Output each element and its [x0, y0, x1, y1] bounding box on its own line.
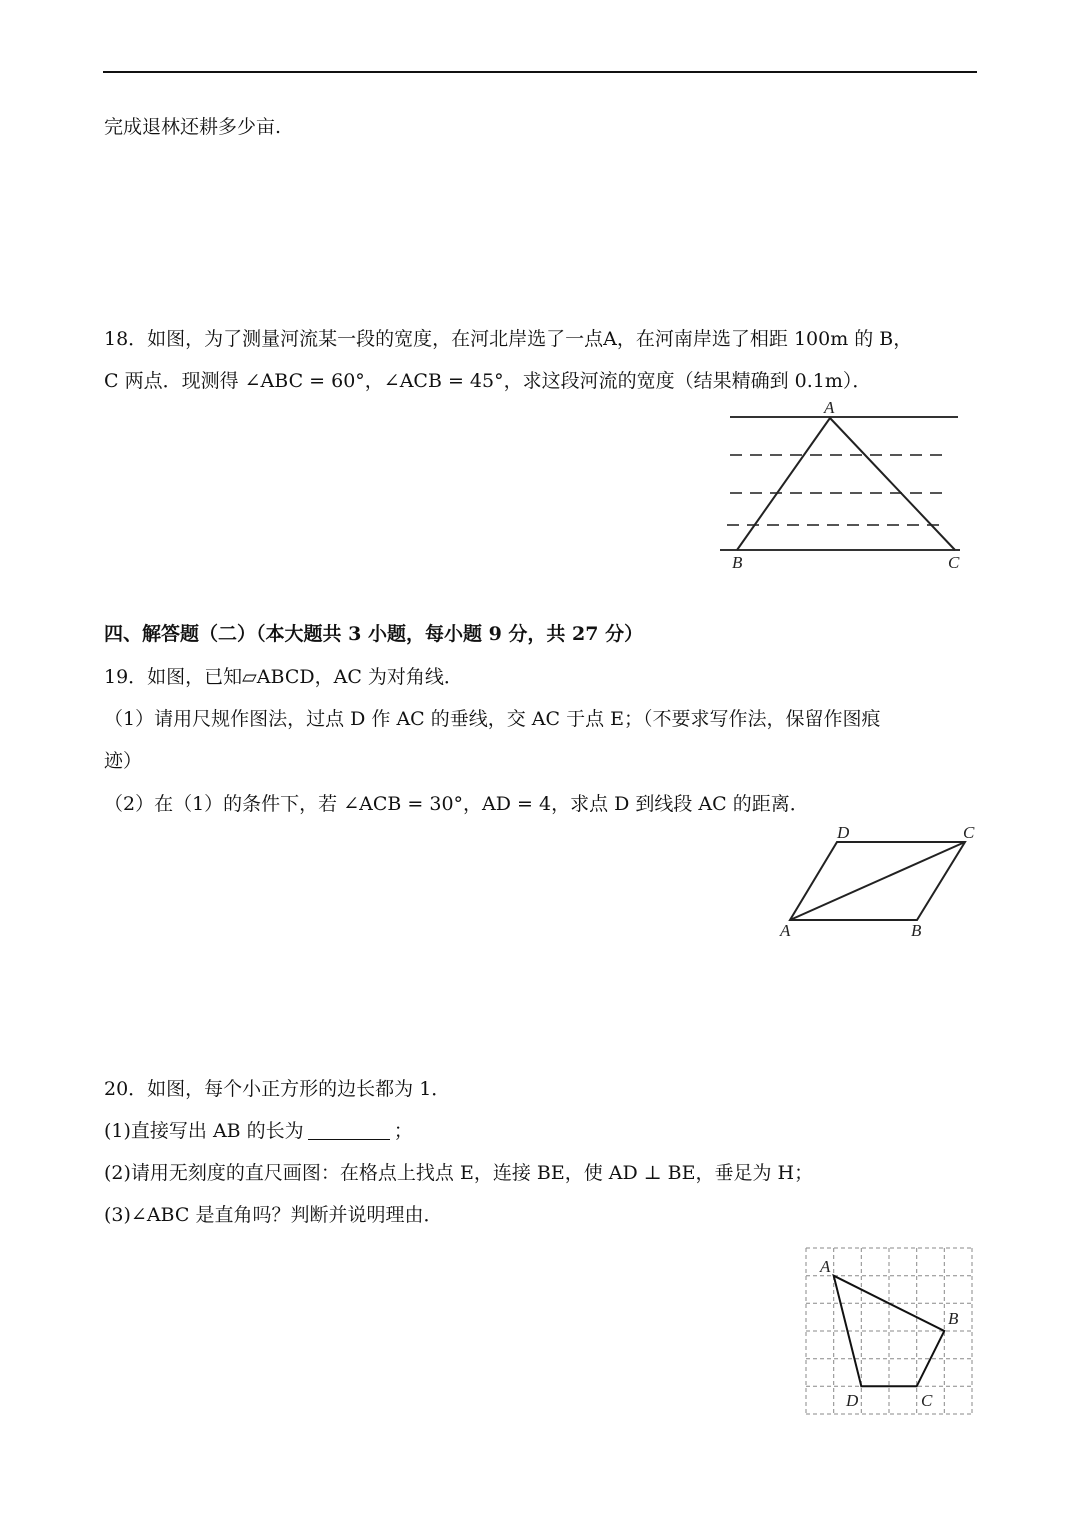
label-b: B — [732, 553, 743, 572]
q20-line-4: (3)∠ABC 是直角吗？判断并说明理由． — [104, 1204, 443, 1226]
q19-line-1: 19．如图，已知▱ABCD，AC 为对角线． — [104, 666, 463, 688]
continuation-text: 完成退林还耕多少亩. — [104, 116, 282, 138]
label-d: D — [846, 1391, 859, 1410]
q19-line-4: （2）在（1）的条件下，若 ∠ACB = 30°，AD = 4，求点 D 到线段 AC 的距离． — [104, 793, 809, 815]
q20-line-2 — [104, 1119, 413, 1143]
label-b: B — [948, 1309, 959, 1328]
section-heading: 四、解答题（二）（本大题共 3 小题，每小题 9 分，共 27 分） — [104, 623, 644, 645]
q20-line-3: (2)请用无刻度的直尺画图：在格点上找点 E，连接 BE，使 AD ⊥ BE，垂足为 H； — [104, 1162, 814, 1184]
diagonal-ac — [790, 842, 965, 920]
grid — [806, 1248, 972, 1414]
q20-line-1: 20．如图，每个小正方形的边长都为 1． — [104, 1078, 451, 1100]
q20-part1-end: ； — [393, 1120, 413, 1142]
q20-part1-text: (1)直接写出 AB 的长为 — [104, 1120, 304, 1142]
q18-line-2: C 两点．现测得 ∠ABC = 60°，∠ACB = 45°，求这段河流的宽度（结果精确到 0.1m）． — [104, 370, 872, 392]
label-c: C — [948, 553, 960, 572]
q19-line-3: 迹） — [104, 750, 143, 772]
label-c: C — [963, 823, 975, 842]
q18-river-figure — [715, 400, 965, 575]
q19-line-2: （1）请用尺规作图法，过点 D 作 AC 的垂线，交 AC 于点 E；（不要求写作法，保留作图痕 — [104, 708, 881, 730]
q18-line-1: 18．如图，为了测量河流某一段的宽度，在河北岸选了一点A，在河南岸选了相距 100m 的 B， — [104, 328, 913, 350]
answer-blank[interactable] — [308, 1121, 390, 1140]
triangle-abc — [737, 418, 955, 550]
label-a: A — [780, 921, 791, 940]
label-a: A — [824, 400, 835, 417]
label-a: A — [820, 1257, 831, 1276]
header-rule — [103, 71, 977, 73]
q20-grid-figure — [800, 1244, 980, 1420]
label-d: D — [837, 823, 850, 842]
label-b: B — [911, 921, 922, 940]
q19-parallelogram-figure — [775, 822, 985, 942]
label-c: C — [921, 1391, 933, 1410]
